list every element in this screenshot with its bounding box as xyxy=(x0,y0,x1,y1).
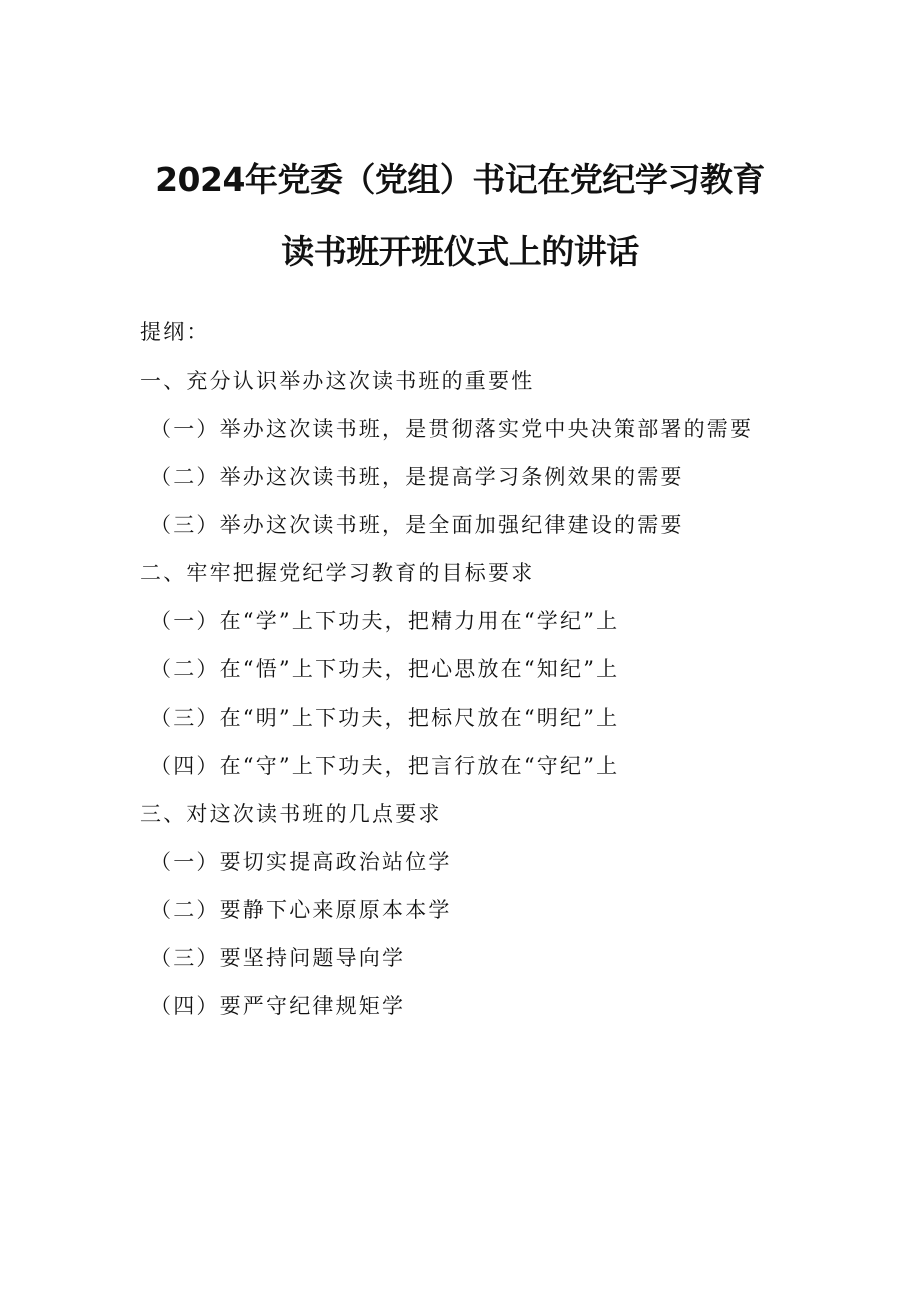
outline-item: （四）要严守纪律规矩学 xyxy=(150,994,406,1018)
section-heading-3: 三、对这次读书班的几点要求 xyxy=(140,802,442,826)
outline-label: 提纲： xyxy=(140,320,210,344)
outline-item: （一）要切实提高政治站位学 xyxy=(150,850,452,874)
outline-item: （三）要坚持问题导向学 xyxy=(150,946,406,970)
outline-item: （四）在“守”上下功夫，把言行放在“守纪”上 xyxy=(150,754,620,778)
outline-item: （一）在“学”上下功夫，把精力用在“学纪”上 xyxy=(150,609,620,633)
document-title-line-2: 读书班开班仪式上的讲话 xyxy=(281,232,639,271)
document-title-line-1: 2024年党委（党组）书记在党纪学习教育 xyxy=(155,160,765,199)
outline-item: （二）要静下心来原原本本学 xyxy=(150,898,452,922)
outline-item: （二）举办这次读书班，是提高学习条例效果的需要 xyxy=(150,465,684,489)
outline-item: （三）举办这次读书班，是全面加强纪律建设的需要 xyxy=(150,513,684,537)
outline-item: （二）在“悟”上下功夫，把心思放在“知纪”上 xyxy=(150,657,620,681)
section-heading-1: 一、充分认识举办这次读书班的重要性 xyxy=(140,369,535,393)
outline-item: （三）在“明”上下功夫，把标尺放在“明纪”上 xyxy=(150,706,620,730)
outline-item: （一）举办这次读书班，是贯彻落实党中央决策部署的需要 xyxy=(150,417,754,441)
section-heading-2: 二、牢牢把握党纪学习教育的目标要求 xyxy=(140,561,535,585)
